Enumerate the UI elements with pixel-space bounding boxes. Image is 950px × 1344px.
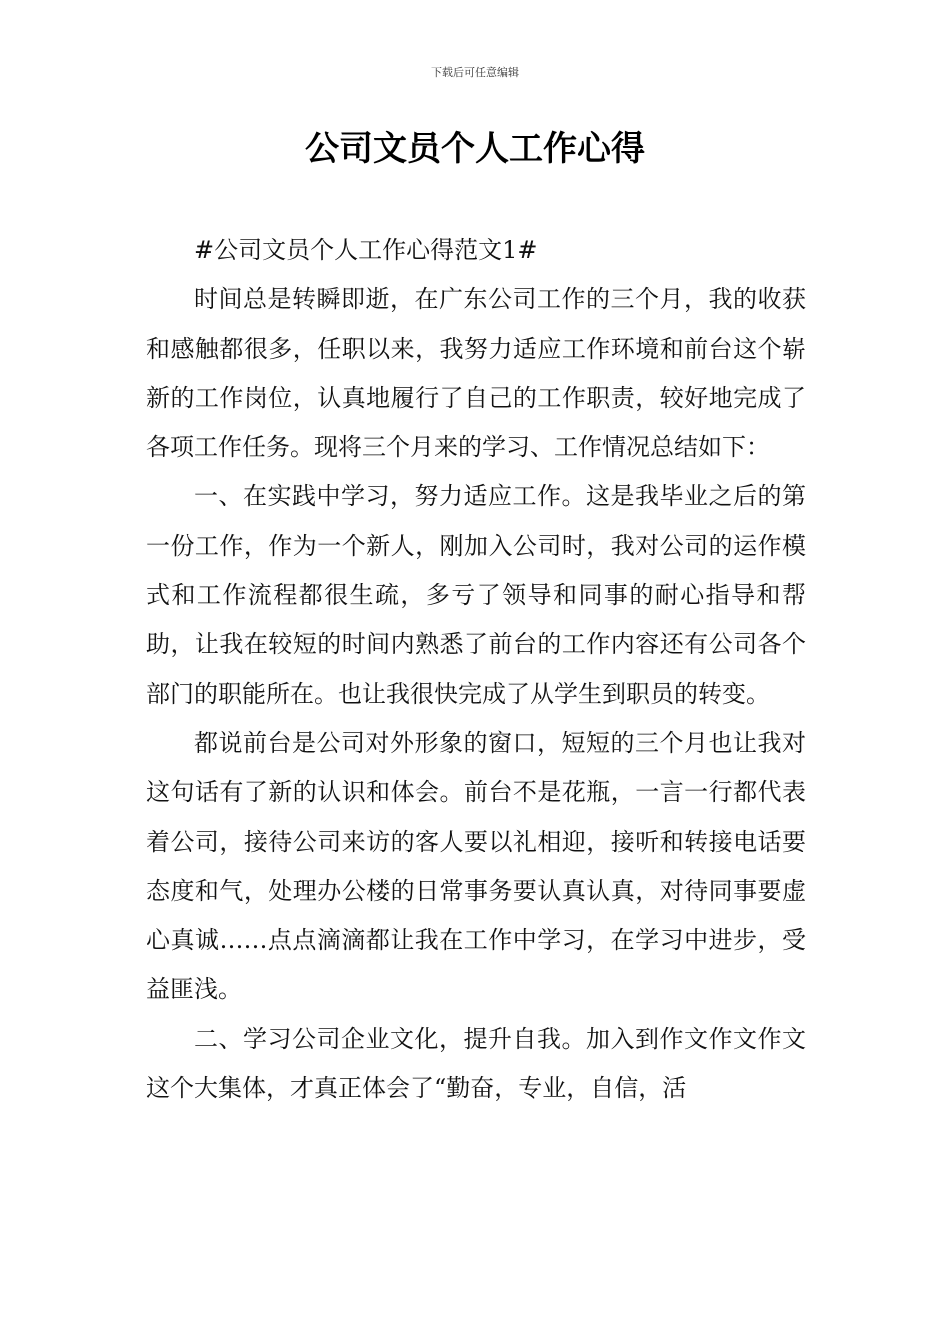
document-body bbox=[146, 226, 806, 1113]
document-title: 公司文员个人工作心得 bbox=[305, 129, 645, 169]
paragraph-intro: 时间总是转瞬即逝，在广东公司工作的三个月，我的收获和感触都很多，任职以来，我努力适应工作环境和前台这个崭新的工作岗位，认真地履行了自己的工作职责，较好地完成了各项工作任务。现将三个月来的学习、工作情况总结如下： bbox=[146, 285, 806, 462]
paragraph-section-two: 二、学习公司企业文化，提升自我。加入到作文作文作文这个大集体，才真正体会了“勤奋，专业，自信，活 bbox=[146, 1024, 806, 1103]
paragraph-section-one: 一、在实践中学习，努力适应工作。这是我毕业之后的第一份工作，作为一个新人，刚加入公司时，我对公司的运作模式和工作流程都很生疏，多亏了领导和同事的耐心指导和帮助，让我在较短的时间内熟悉了前台的工作内容还有公司各个部门的职能所在。也让我很快完成了从学生到职员的转变。 bbox=[146, 482, 806, 708]
header-note: 下载后可任意编辑 bbox=[431, 66, 519, 79]
paragraph-front-desk: 都说前台是公司对外形象的窗口，短短的三个月也让我对这句话有了新的认识和体会。前台不是花瓶，一言一行都代表着公司，接待公司来访的客人要以礼相迎，接听和转接电话要态度和气，处理办公楼的日常事务要认真认真，对待同事要虚心真诚……点点滴滴都让我在工作中学习，在学习中进步，受益匪浅。 bbox=[146, 728, 806, 1004]
section-heading: #公司文员个人工作心得范文1# bbox=[194, 236, 538, 264]
